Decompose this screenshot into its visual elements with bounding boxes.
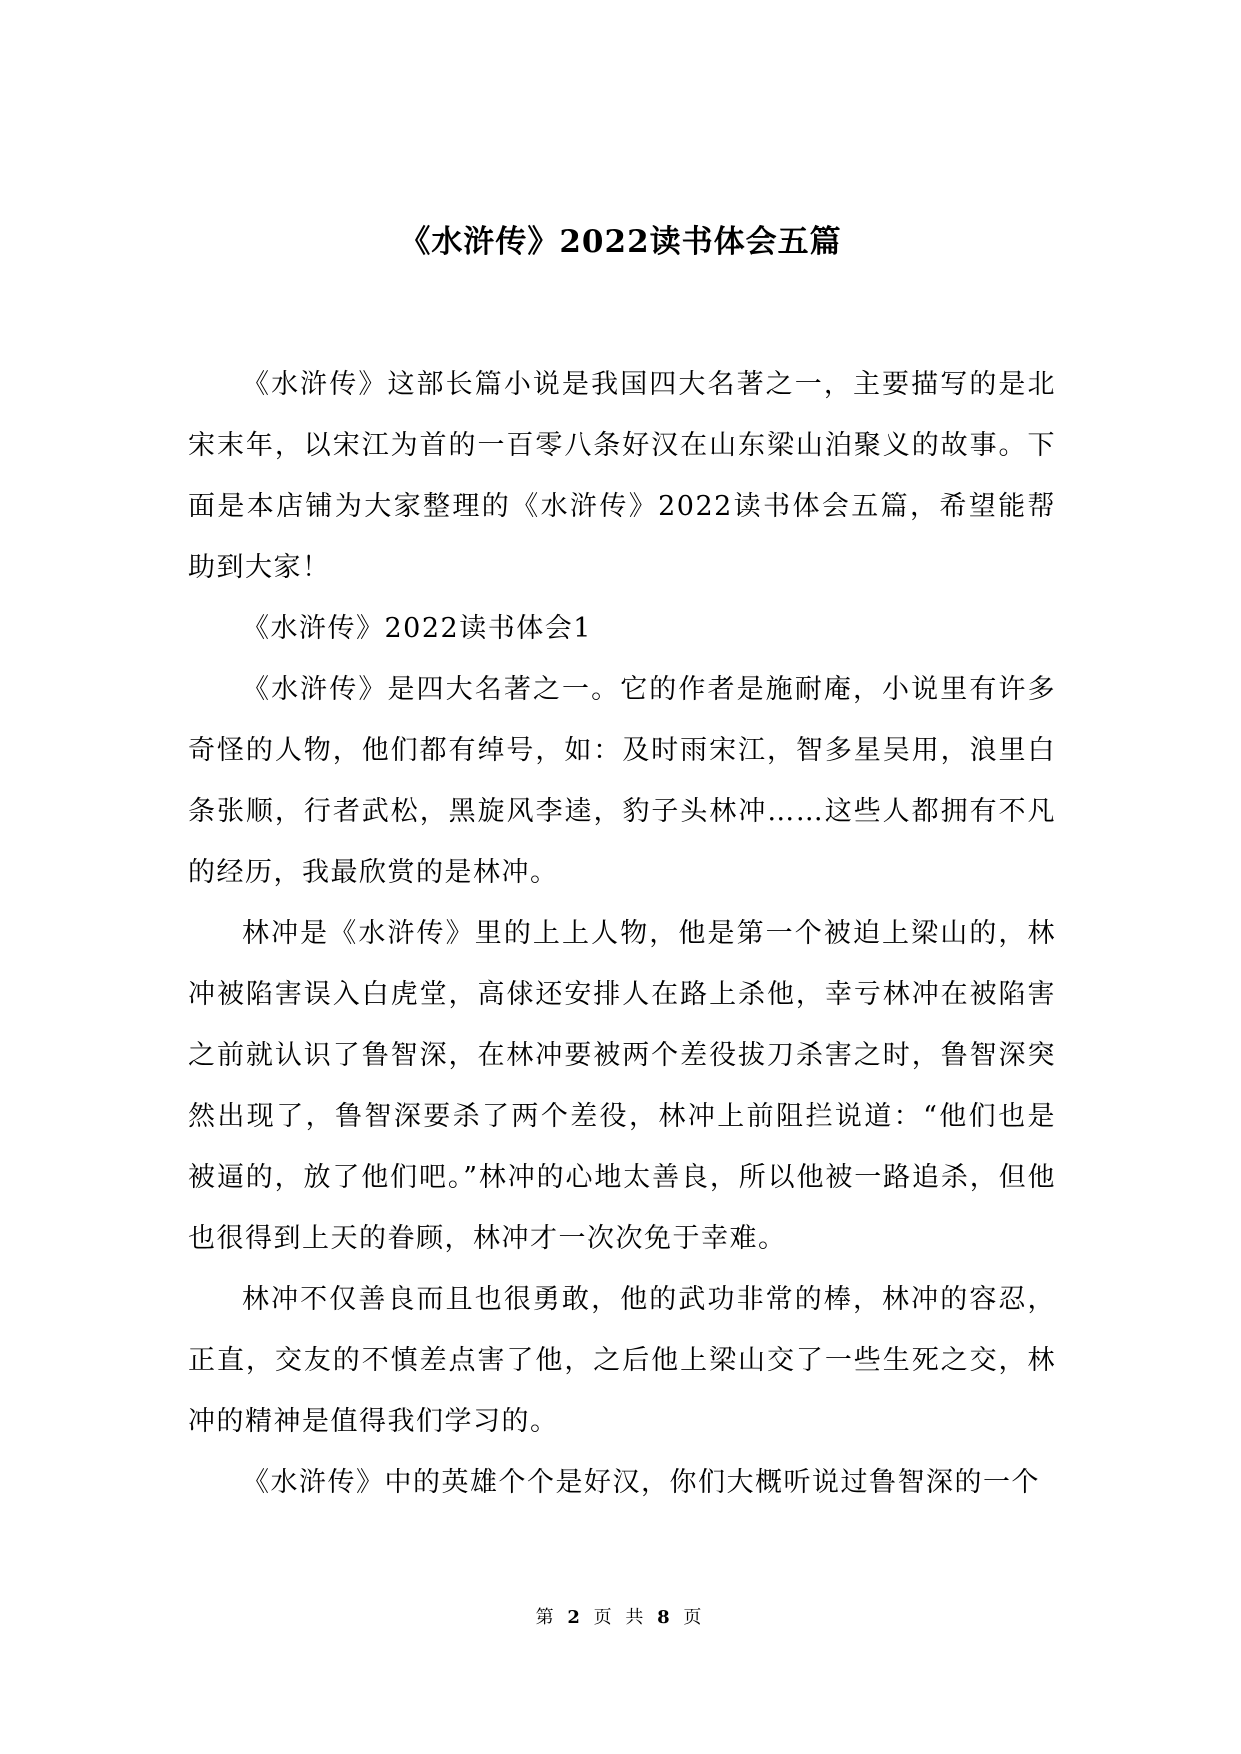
current-page-number: 2 (567, 1607, 584, 1628)
document-body (188, 354, 1056, 1513)
footer-middle: 页 共 (593, 1607, 648, 1628)
footer-suffix: 页 (683, 1607, 706, 1628)
total-page-count: 8 (657, 1607, 674, 1628)
body-paragraph: 林冲是《水浒传》里的上上人物，他是第一个被迫上梁山的，林冲被陷害误入白虎堂，高俅还安排人在路上杀他，幸亏林冲在被陷害之前就认识了鲁智深，在林冲要被两个差役拔刀杀害之时，鲁智深突然出现了，鲁智深要杀了两个差役，林冲上前阻拦说道：“他们也是被逼的，放了他们吧。”林冲的心地太善良，所以他被一路追杀，但他也很得到上天的眷顾，林冲才一次次免于幸难。 (188, 918, 1056, 1254)
section-heading: 《水浒传》2022读书体会1 (242, 613, 592, 644)
page-footer (0, 1603, 1241, 1629)
footer-prefix: 第 (535, 1607, 558, 1628)
intro-paragraph: 《水浒传》这部长篇小说是我国四大名著之一，主要描写的是北宋末年，以宋江为首的一百零八条好汉在山东梁山泊聚义的故事。下面是本店铺为大家整理的《水浒传》2022读书体会五篇，希望能帮助到大家！ (188, 369, 1056, 583)
body-paragraph: 《水浒传》是四大名著之一。它的作者是施耐庵，小说里有许多奇怪的人物，他们都有绰号，如：及时雨宋江，智多星吴用，浪里白条张顺，行者武松，黑旋风李逵，豹子头林冲……这些人都拥有不凡的经历，我最欣赏的是林冲。 (188, 674, 1056, 888)
body-paragraph: 《水浒传》中的英雄个个是好汉，你们大概听说过鲁智深的一个 (242, 1467, 1040, 1498)
body-paragraph: 林冲不仅善良而且也很勇敢，他的武功非常的棒，林冲的容忍，正直，交友的不慎差点害了他，之后他上梁山交了一些生死之交，林冲的精神是值得我们学习的。 (188, 1284, 1056, 1437)
document-title: 《水浒传》2022读书体会五篇 (399, 224, 842, 260)
